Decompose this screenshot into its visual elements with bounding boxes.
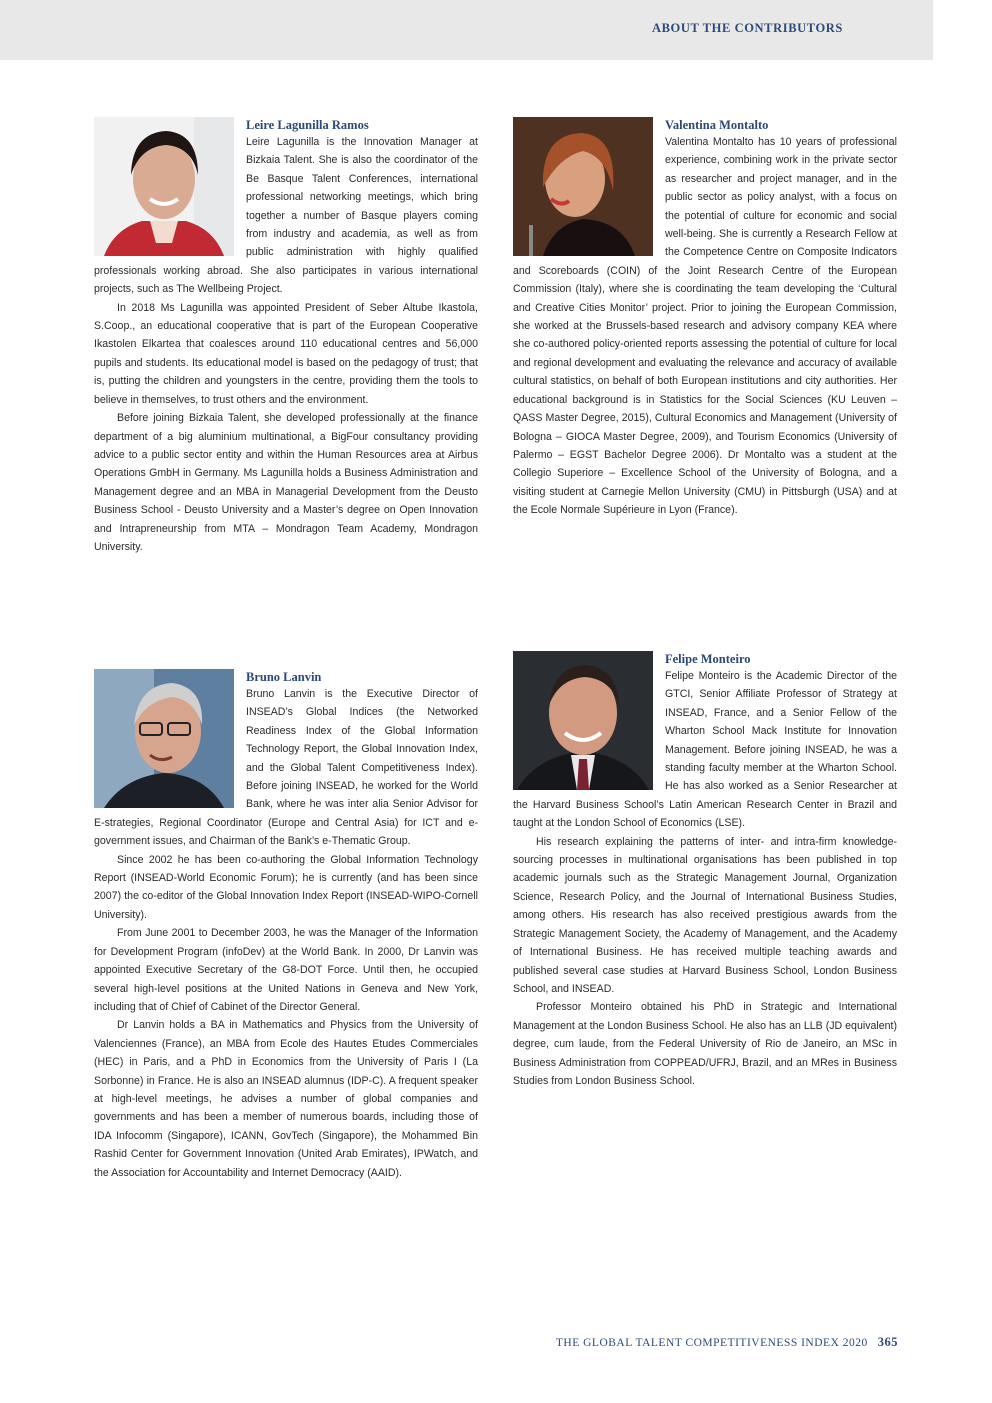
bio-paragraph: Professor Monteiro obtained his PhD in Strategic and International Management at the London Business School. He also has an LLB (JD equivalent) degree, cum laude, from the Federal University of Rio de Janeiro, an MSc in Business Administration from COPPEAD/UFRJ, Brazil, and an MRes in Business Studies from London Business School. — [513, 1001, 897, 1087]
contributor-name: Felipe Monteiro — [665, 652, 751, 666]
bio-paragraph: Felipe Monteiro is the Academic Director of the GTCI, Senior Affiliate Professor of Strategy at INSEAD, France, and a Senior Fellow of the Wharton School Mack Institute for Innovation Management. Before joining INSEAD, he was a standing faculty member at the Wharton School. He has also worked as a Senior Researcher at the Harvard Business School’s Latin American Research Center in Brazil and taught at the London School of Economics (LSE). — [513, 670, 897, 830]
portrait-photo-montalto — [513, 117, 653, 256]
bio-paragraph: Leire Lagunilla is the Innovation Manager at Bizkaia Talent. She is also the coordinator of the Be Basque Talent Conferences, international professional networking meetings, which bring together a number of Basque players coming from industry and academia, as well as from public administration with highly qualified professionals working abroad. She also participates in various international projects, such as The Wellbeing Project. — [94, 136, 478, 296]
page-footer — [556, 1335, 898, 1350]
bio-paragraph: Since 2002 he has been co-authoring the Global Information Technology Report (INSEAD-World Economic Forum); he is currently (and has been since 2007) the co-editor of the Global Innovation Index Report (INSEAD-WIPO-Cornell University). — [94, 853, 478, 921]
bio-paragraph: His research explaining the patterns of inter- and intra-firm knowledge-sourcing processes in multinational organisations has been published in top academic journals such as the Strategic Management Journal, Organization Science, Research Policy, and the Journal of International Business Studies, among others. His research has also received prestigious awards from the Strategic Management Society, the Academy of Management, and the Academy of International Business. He has received multiple teaching awards and published several case studies at Harvard Business School, London Business School, and INSEAD. — [513, 835, 897, 995]
portrait-photo-monteiro — [513, 651, 653, 790]
bio-paragraph: Valentina Montalto has 10 years of professional experience, combining work in the private sector as researcher and project manager, and in the public sector as policy analyst, with a focus on the potential of culture for economic and social well-being. She is currently a Research Fellow at the Competence Centre on Composite Indicators and Scoreboards (COIN) of the Joint Research Centre of the European Commission (Italy), where she is coordinating the team developing the ‘Cultural and Creative Cities Monitor’ project. Prior to joining the European Commission, she worked at the Brussels-based research and advisory company KEA where she co-authored policy-oriented reports assessing the potential of culture for local and regional development and evaluating the relevance and accuracy of available cultural statistics, on behalf of both European institutions and city authorities. Her educational background is in Statistics for the Social Sciences (KU Leuven – QASS Master Degree, 2015), Cultural Economics and Management (University of Bologna – GIOCA Master Degree, 2009), and Tourism Economics (University of Palermo – EGST Bachelor Degree 2006). Dr Montalto was a student at the Collegio Superiore – Excellence School of the University of Bologna, and a visiting student at Carnegie Mellon University (CMU) in Pittsburgh (USA) and at the Ecole Normale Supérieure in Lyon (France). — [513, 136, 897, 517]
report-title: THE GLOBAL TALENT COMPETITIVENESS INDEX 2020 — [555, 1337, 868, 1349]
contributor-name: Valentina Montalto — [665, 118, 769, 132]
bio-paragraph: Before joining Bizkaia Talent, she developed professionally at the finance department of a big aluminium multinational, a BigFour consultancy providing advice to a public sector entity and within the Human Resources area at Airbus Operations GmbH in Germany. Ms Lagunilla holds a Business Administration and Management degree and an MBA in Managerial Development from the Deusto Business School - Deusto University and a Master’s degree on Open Innovation and Intrapreneurship from MTA – Mondragon Team Academy, Mondragon University. — [94, 412, 478, 553]
header-band — [0, 0, 933, 60]
section-title: ABOUT THE CONTRIBUTORS — [651, 21, 843, 35]
bio-paragraph: In 2018 Ms Lagunilla was appointed President of Seber Altube Ikastola, S.Coop., an educational cooperative that is part of the European Cooperative Ikastolen Elkartea that coalesces around 110 educational centres and 56,000 pupils and students. Its educational model is based on the pedagogy of trust; that is, putting the children and youngsters in the centre, providing them the tools to believe in themselves, to trust others and the environment. — [94, 301, 478, 406]
portrait-photo-lagunilla — [94, 117, 234, 256]
bio-paragraph: Bruno Lanvin is the Executive Director of INSEAD’s Global Indices (the Networked Readiness Index of the Global Information Technology Report, the Global Innovation Index, and the Global Talent Competitiveness Index). Before joining INSEAD, he worked for the World Bank, where he was inter alia Senior Advisor for E-strategies, Regional Coordinator (Europe and Central Asia) for ICT and e-government issues, and Chairman of the Bank’s e-Thematic Group. — [94, 688, 478, 848]
bio-paragraph: Dr Lanvin holds a BA in Mathematics and Physics from the University of Valenciennes (France), an MBA from Ecole des Hautes Etudes Commerciales (HEC) in Paris, and a PhD in Economics from the University of Paris I (La Sorbonne) in France. He is also an INSEAD alumnus (IDP-C). A frequent speaker at high-level meetings, he advises a number of global companies and governments and has been a member of numerous boards, including those of IDA Infocomm (Singapore), ICANN, GovTech (Singapore), the Mohammed Bin Rashid Center for Government Innovation (United Arab Emirates), IPWatch, and the Association for Accountability and Internet Democracy (AAID). — [94, 1019, 478, 1179]
bio-paragraph: From June 2001 to December 2003, he was the Manager of the Information for Development Program (infoDev) at the World Bank. In 2000, Dr Lanvin was appointed Executive Secretary of the G8-DOT Force. Until then, he occupied several high-level positions at the United Nations in Geneva and New York, including that of Chief of Cabinet of the Director General. — [94, 927, 478, 1013]
contributor-name: Bruno Lanvin — [246, 670, 322, 684]
bio-monteiro — [513, 651, 897, 1090]
portrait-photo-lanvin — [94, 669, 234, 808]
bio-montalto — [513, 117, 897, 520]
contributor-name: Leire Lagunilla Ramos — [246, 118, 369, 132]
bio-lagunilla — [94, 117, 478, 556]
page-number: 365 — [877, 1335, 898, 1349]
bio-lanvin — [94, 669, 478, 1182]
